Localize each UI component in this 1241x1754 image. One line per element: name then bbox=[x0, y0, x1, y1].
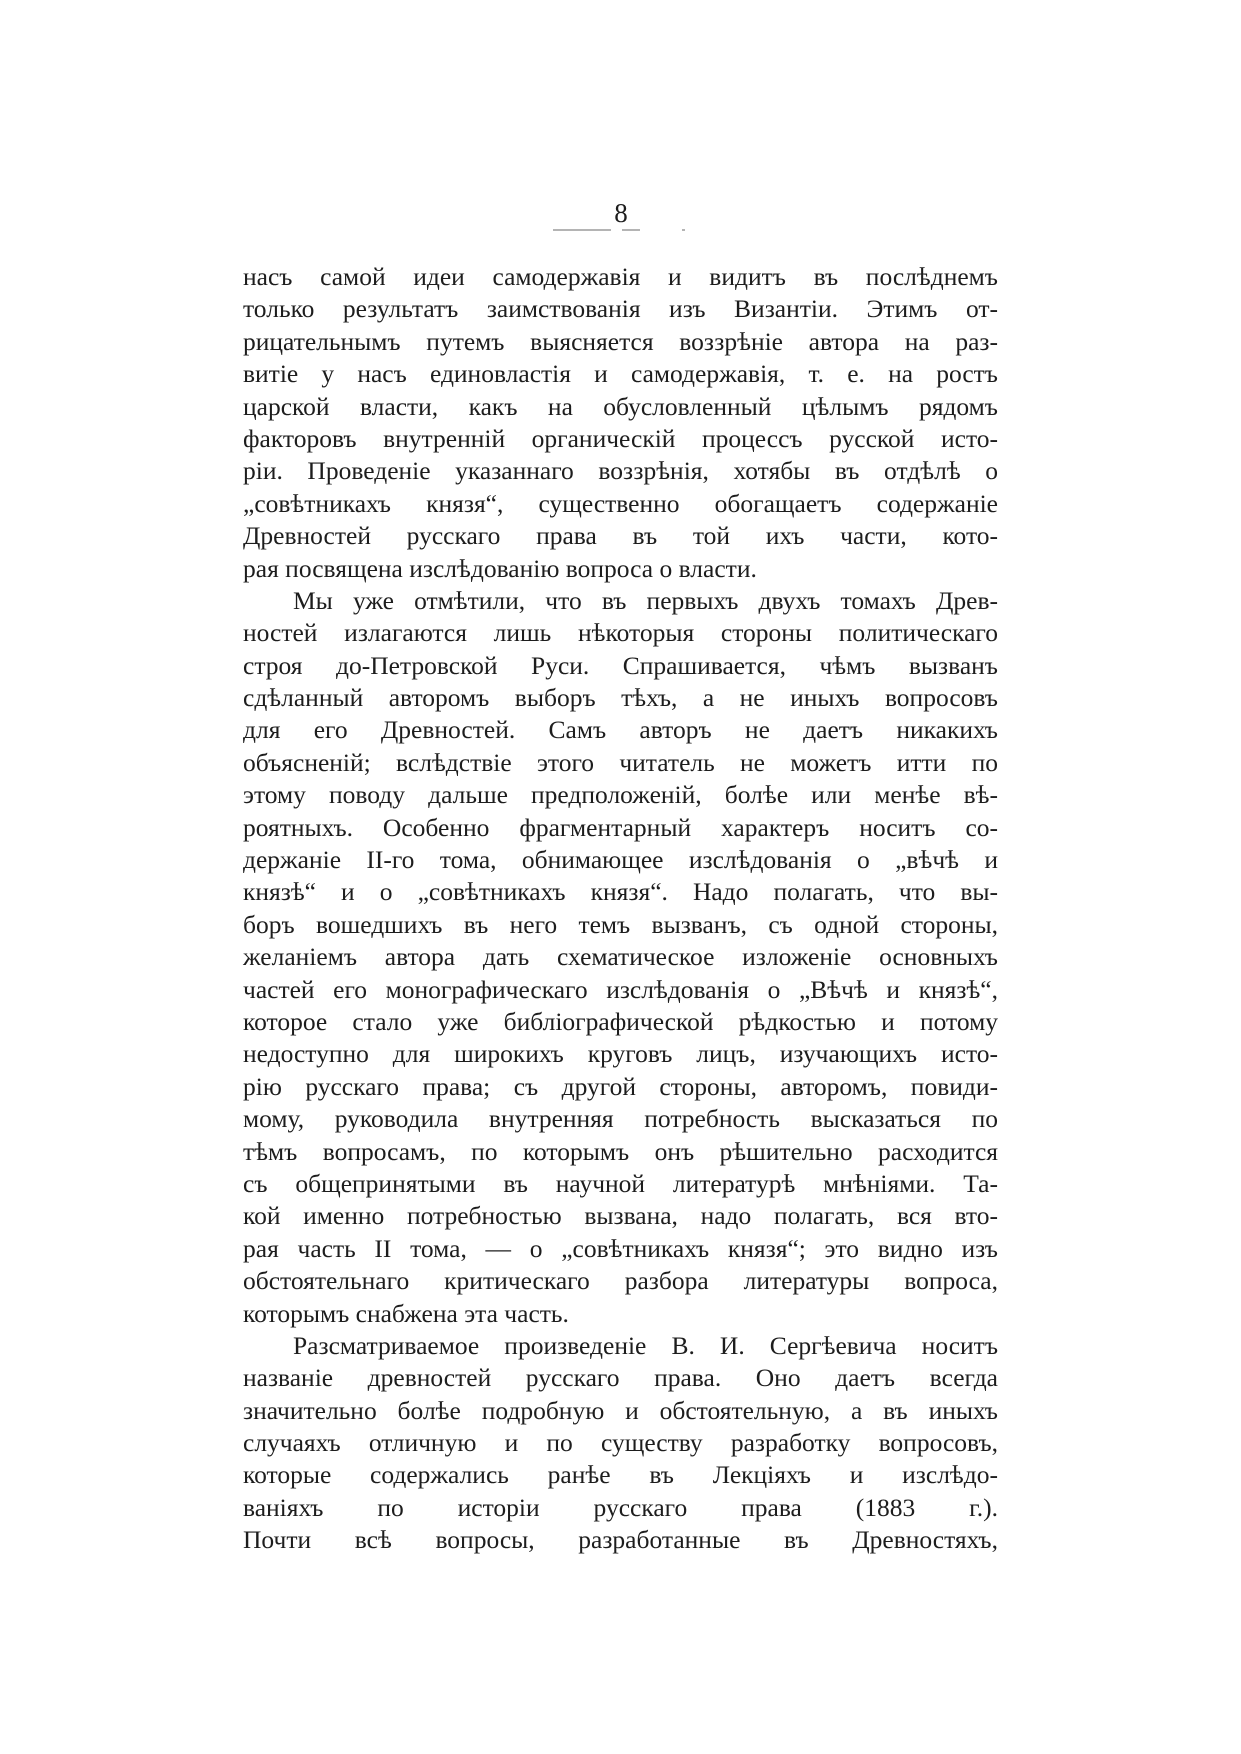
text-line: значительно болѣе подробную и обстоятельную, а въ иныхъ bbox=[243, 1395, 998, 1425]
page-number: 8 bbox=[614, 198, 628, 228]
header-rule bbox=[682, 229, 685, 231]
text-line: недоступно для широкихъ круговъ лицъ, изучающихъ исто- bbox=[243, 1039, 998, 1069]
paragraph bbox=[243, 585, 998, 1330]
body-text bbox=[243, 261, 998, 1557]
text-line: рицательнымъ путемъ выясняется воззрѣніе автора на раз- bbox=[243, 326, 998, 356]
text-line: сдѣланный авторомъ выборъ тѣхъ, а не иныхъ вопросовъ bbox=[243, 683, 998, 713]
text-line: желаніемъ автора дать схематическое изложеніе основныхъ bbox=[243, 942, 998, 972]
paragraph bbox=[243, 1330, 998, 1557]
text-line: ріи. Проведеніе указаннаго воззрѣнія, хотябы въ отдѣлѣ о bbox=[243, 456, 998, 486]
text-line: для его Древностей. Самъ авторъ не даетъ никакихъ bbox=[243, 715, 998, 745]
text-line: которые содержались ранѣе въ Лекціяхъ и изслѣдо- bbox=[243, 1460, 998, 1490]
header-rule bbox=[622, 229, 640, 231]
text-line: съ общепринятыми въ научной литературѣ мнѣніями. Та- bbox=[243, 1168, 998, 1198]
text-line: рая часть II тома, — о „совѣтникахъ князя“; это видно изъ bbox=[243, 1233, 998, 1263]
text-line: которымъ снабжена эта часть. bbox=[243, 1298, 569, 1328]
text-line: князѣ“ и о „совѣтникахъ князя“. Надо полагать, что вы- bbox=[243, 877, 998, 907]
text-line: Разсматриваемое произведеніе В. И. Сергѣевича носитъ bbox=[293, 1330, 998, 1360]
text-line: ваніяхъ по исторіи русскаго права (1883 г.). bbox=[243, 1492, 998, 1522]
text-line: Древностей русскаго права въ той ихъ части, кото- bbox=[243, 521, 998, 551]
header-rule bbox=[553, 229, 611, 231]
text-line: рію русскаго права; съ другой стороны, авторомъ, повиди- bbox=[243, 1071, 998, 1101]
text-line: объясненій; вслѣдствіе этого читатель не можетъ итти по bbox=[243, 747, 998, 777]
text-line: мому, руководила внутренняя потребность высказаться по bbox=[243, 1104, 998, 1134]
text-line: держаніе II-го тома, обнимающее изслѣдованія о „вѣчѣ и bbox=[243, 845, 998, 875]
text-line: названіе древностей русскаго права. Оно даетъ всегда bbox=[243, 1363, 998, 1393]
text-line: случаяхъ отличную и по существу разработку вопросовъ, bbox=[243, 1428, 998, 1458]
text-line: роятныхъ. Особенно фрагментарный характеръ носитъ со- bbox=[243, 812, 998, 842]
text-line: насъ самой идеи самодержавія и видитъ въ послѣднемъ bbox=[243, 262, 998, 291]
text-line: этому поводу дальше предположеній, болѣе или менѣе вѣ- bbox=[243, 780, 998, 810]
text-line: частей его монографическаго изслѣдованія о „Вѣчѣ и князѣ“, bbox=[243, 974, 998, 1004]
text-line: тѣмъ вопросамъ, по которымъ онъ рѣшительно расходится bbox=[243, 1136, 998, 1166]
paragraph bbox=[243, 261, 998, 585]
text-line: царской власти, какъ на обусловленный цѣлымъ рядомъ bbox=[243, 391, 998, 421]
text-line: боръ вошедшихъ въ него темъ вызванъ, съ одной стороны, bbox=[243, 909, 998, 939]
text-line: факторовъ внутренній органическій процессъ русской исто- bbox=[243, 423, 998, 453]
text-line: обстоятельнаго критическаго разбора литературы вопроса, bbox=[243, 1266, 998, 1296]
text-line: Почти всѣ вопросы, разработанные въ Древностяхъ, bbox=[243, 1525, 998, 1555]
text-line: ностей излагаются лишь нѣкоторыя стороны политическаго bbox=[243, 618, 998, 648]
text-line: витіе у насъ единовластія и самодержавія, т. е. на ростъ bbox=[243, 359, 998, 389]
text-line: только результатъ заимствованія изъ Византіи. Этимъ от- bbox=[243, 294, 998, 324]
text-line: строя до-Петровской Руси. Спрашивается, чѣмъ вызванъ bbox=[243, 650, 998, 680]
text-line: которое стало уже библіографической рѣдкостью и потому bbox=[243, 1006, 998, 1036]
text-line: Мы уже отмѣтили, что въ первыхъ двухъ томахъ Древ- bbox=[293, 585, 998, 615]
text-line: кой именно потребностью вызвана, надо полагать, вся вто- bbox=[243, 1201, 998, 1231]
text-line: „совѣтникахъ князя“, существенно обогащаетъ содержаніе bbox=[243, 488, 998, 518]
text-line: рая посвящена изслѣдованію вопроса о власти. bbox=[243, 553, 757, 583]
